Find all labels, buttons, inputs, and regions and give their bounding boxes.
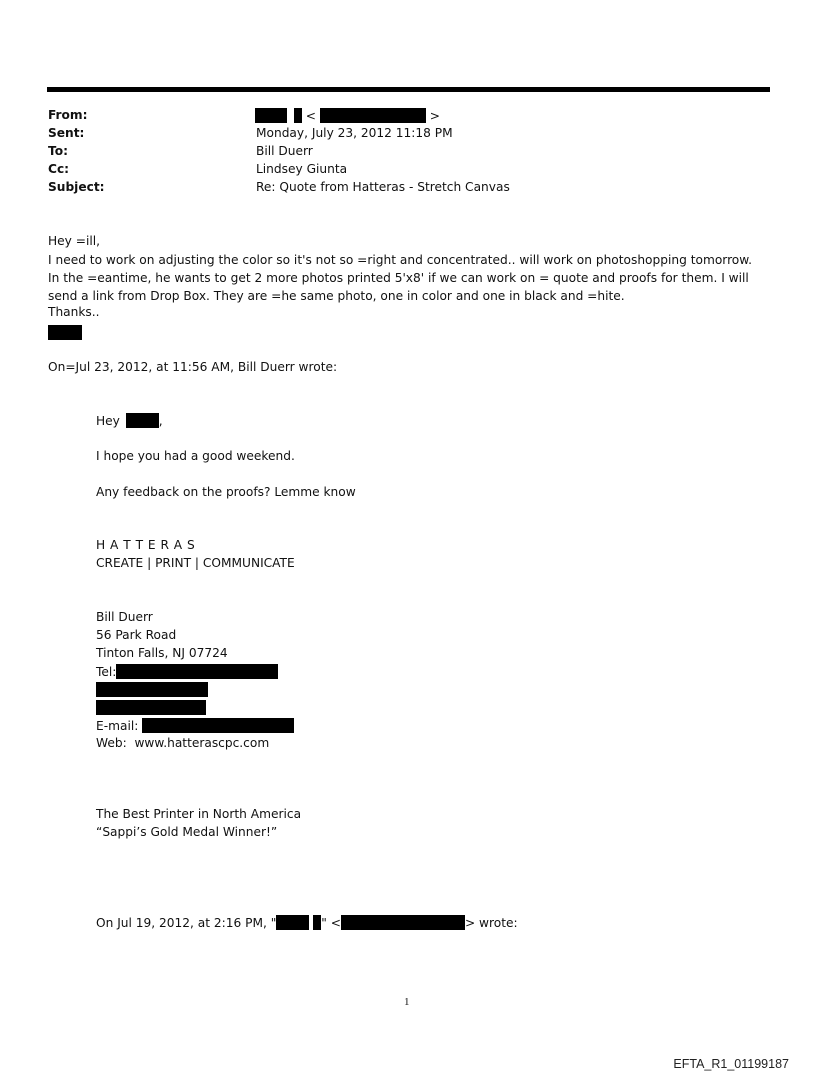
prev-mid-text: " <: [321, 916, 341, 930]
to-value: Bill Duerr: [256, 144, 313, 158]
message-paragraph: I need to work on adjusting the color so it's not so =right and concentrated.. will work on photoshopping tomorrow. In the =eantime, he wants to get 2 more photos printed 5'x8' if we can work on = quote and proofs for them. I will send a link from Drop Box. They are =he same photo, one in color and one in black and =hite.: [48, 253, 752, 303]
sent-value: Monday, July 23, 2012 11:18 PM: [256, 126, 453, 140]
hey-comma: ,: [158, 414, 163, 428]
subject-label: Subject:: [48, 180, 105, 194]
quote-header: On=Jul 23, 2012, at 11:56 AM, Bill Duerr wrote:: [48, 360, 338, 374]
redaction-box: [142, 718, 294, 733]
tel-label: Tel:: [96, 665, 117, 679]
contact-redacted-line-2: [96, 700, 206, 715]
brand-tagline: CREATE | PRINT | COMMUNICATE: [96, 556, 295, 570]
signature-redaction: [48, 325, 82, 340]
document-id: EFTA_R1_01199187: [673, 1057, 789, 1071]
subject-value: Re: Quote from Hatteras - Stretch Canvas: [256, 180, 510, 194]
redaction-box: [48, 325, 82, 340]
contact-city: Tinton Falls, NJ 07724: [96, 646, 228, 660]
hey-text: Hey: [96, 414, 120, 428]
contact-street: 56 Park Road: [96, 628, 177, 642]
cc-value: Lindsey Giunta: [256, 162, 348, 176]
page-number: 1: [404, 996, 410, 1008]
contact-tel: [96, 664, 278, 679]
redaction-box: [341, 915, 465, 930]
from-label: From:: [48, 108, 88, 122]
prev-on-text: On Jul 19, 2012, at 2:16 PM, ": [96, 916, 277, 930]
weekend-line: I hope you had a good weekend.: [96, 449, 295, 463]
web-label: Web:: [96, 736, 127, 750]
redaction-box: [96, 682, 208, 697]
from-value: [255, 108, 440, 123]
redaction-box: [96, 700, 206, 715]
prev-end-text: > wrote:: [464, 916, 518, 930]
greeting: Hey =ill,: [48, 234, 100, 248]
contact-web: [96, 736, 269, 750]
cc-label: Cc:: [48, 162, 70, 176]
redaction-box: [255, 108, 287, 123]
quoted-greeting: [96, 413, 163, 428]
redaction-box: [116, 664, 278, 679]
redaction-box: [294, 108, 302, 123]
from-lt: <: [305, 109, 316, 123]
redaction-box: [276, 915, 309, 930]
previous-quote-header: [96, 915, 518, 930]
to-label: To:: [48, 144, 68, 158]
from-gt: >: [429, 109, 440, 123]
redaction-box: [320, 108, 426, 123]
email-label: E-mail:: [96, 719, 139, 733]
contact-name: Bill Duerr: [96, 610, 153, 624]
sappi-line: “Sappi’s Gold Medal Winner!”: [96, 825, 278, 839]
thanks: Thanks..: [48, 305, 100, 319]
brand-name: H A T T E R A S: [96, 538, 196, 552]
contact-email: [96, 718, 294, 733]
contact-redacted-line-1: [96, 682, 208, 697]
redaction-box: [126, 413, 159, 428]
best-printer-line: The Best Printer in North America: [96, 807, 302, 821]
web-link[interactable]: www.hatterascpc.com: [134, 736, 270, 750]
header-rule: [47, 87, 770, 92]
feedback-line: Any feedback on the proofs? Lemme know: [96, 485, 356, 499]
sent-label: Sent:: [48, 126, 85, 140]
